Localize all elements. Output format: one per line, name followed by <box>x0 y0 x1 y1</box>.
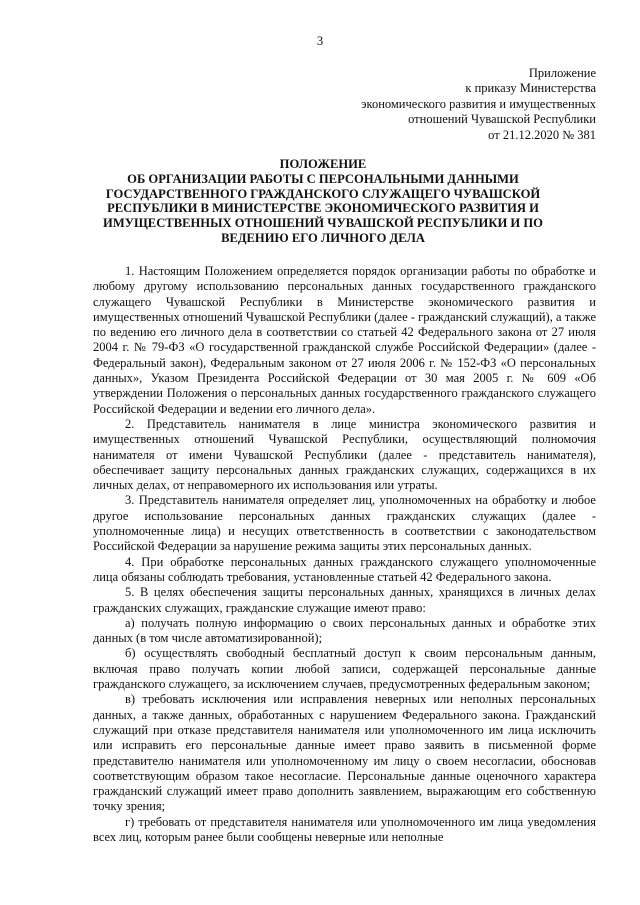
list-item-a: а) получать полную информацию о своих персональных данных и обработке этих данных (в том числе автоматизированной); <box>93 615 596 646</box>
title-line: ГОСУДАРСТВЕННОГО ГРАЖДАНСКОГО СЛУЖАЩЕГО ЧУВАШСКОЙ <box>105 186 541 201</box>
paragraph-3: 3. Представитель нанимателя определяет лиц, уполномоченных на обработку и любое другое использование персональных данных гражданских служащих (далее - уполномоченные лица) и несущих ответственность в соответствии с законодательством Российской Федерации за нарушение режима защиты этих персональных данных. <box>93 493 596 554</box>
paragraph-2: 2. Представитель нанимателя в лице министра экономического развития и имущественных отношений Чувашской Республики, осуществляющий полномочия нанимателя от имени Чувашской Республики (далее - представитель нанимателя), обеспечивает защиту персональных данных гражданских служащих, содержащихся в их личных делах, от неправомерного их использования или утраты. <box>93 416 596 493</box>
title-line: ВЕДЕНИЮ ЕГО ЛИЧНОГО ДЕЛА <box>221 230 425 245</box>
paragraph-5: 5. В целях обеспечения защиты персональных данных, хранящихся в личных делах гражданских служащих, гражданские служащие имеют право: <box>93 585 596 615</box>
document-title <box>86 157 560 246</box>
approval-line: к приказу Министерства <box>465 81 596 96</box>
approval-line: от 21.12.2020 № 381 <box>488 127 596 142</box>
list-item-g: г) требовать от представителя нанимателя или уполномоченного им лица уведомления всех лиц, которым ранее были сообщены неверные или неполные <box>93 814 596 844</box>
approval-line: Приложение <box>528 66 596 80</box>
page-number: 3 <box>316 34 324 48</box>
approval-line: экономического развития и имущественных <box>361 96 596 111</box>
title-line: ПОЛОЖЕНИЕ <box>279 157 367 171</box>
paragraph-4: 4. При обработке персональных данных гражданского служащего уполномоченные лица обязаны соблюдать требования, установленные статьей 42 Федерального закона. <box>93 554 596 584</box>
title-line: РЕСПУБЛИКИ В МИНИСТЕРСТВЕ ЭКОНОМИЧЕСКОГО РАЗВИТИЯ И <box>107 201 539 216</box>
title-line: ИМУЩЕСТВЕННЫХ ОТНОШЕНИЙ ЧУВАШСКОЙ РЕСПУБЛИКИ И ПО <box>103 216 543 231</box>
approval-block <box>361 66 596 143</box>
approval-line: отношений Чувашской Республики <box>408 112 596 127</box>
list-item-b: б) осуществлять свободный бесплатный доступ к своим персональным данным, включая право получать копии любой записи, содержащей персональные данные гражданского служащего, за исключением случаев, предусмотренных федеральным законом; <box>93 646 596 692</box>
paragraph-1: 1. Настоящим Положением определяется порядок организации работы по обработке и любому другому использованию персональных данных государственного гражданского служащего Чувашской Республики в Министерстве экономического развития и имущественных отношений Чувашской Республики (далее - гражданский служащий), а также по ведению его личного дела в соответствии со статьей 42 Федерального закона от 27 июля 2004 г. № 79-ФЗ «О государственной гражданской службе Российской Федерации» (далее - Федеральный закон), Федеральным законом от 27 июля 2006 г. № 152-ФЗ «О персональных данных», Указом Президента Российской Федерации от 30 мая 2005 г. № 609 «Об утверждении Положения о персональных данных государственного гражданского служащего Российской Федерации и ведении его личного дела». <box>93 264 596 416</box>
title-line: ОБ ОРГАНИЗАЦИИ РАБОТЫ С ПЕРСОНАЛЬНЫМИ ДАННЫМИ <box>127 171 519 186</box>
list-item-v: в) требовать исключения или исправления неверных или неполных персональных данных, а также данных, обработанных с нарушением Федерального закона. Гражданский служащий при отказе представителя нанимателя или уполномоченного им лица исключить или исправить его персональные данные имеет право заявить в письменной форме представителю нанимателя или уполномоченному им лицу о своем несогласии, обосновав соответствующим образом такое несогласие. Персональные данные оценочного характера гражданский служащий имеет право дополнить заявлением, выражающим его собственную точку зрения; <box>93 692 596 814</box>
document-body <box>93 264 596 845</box>
